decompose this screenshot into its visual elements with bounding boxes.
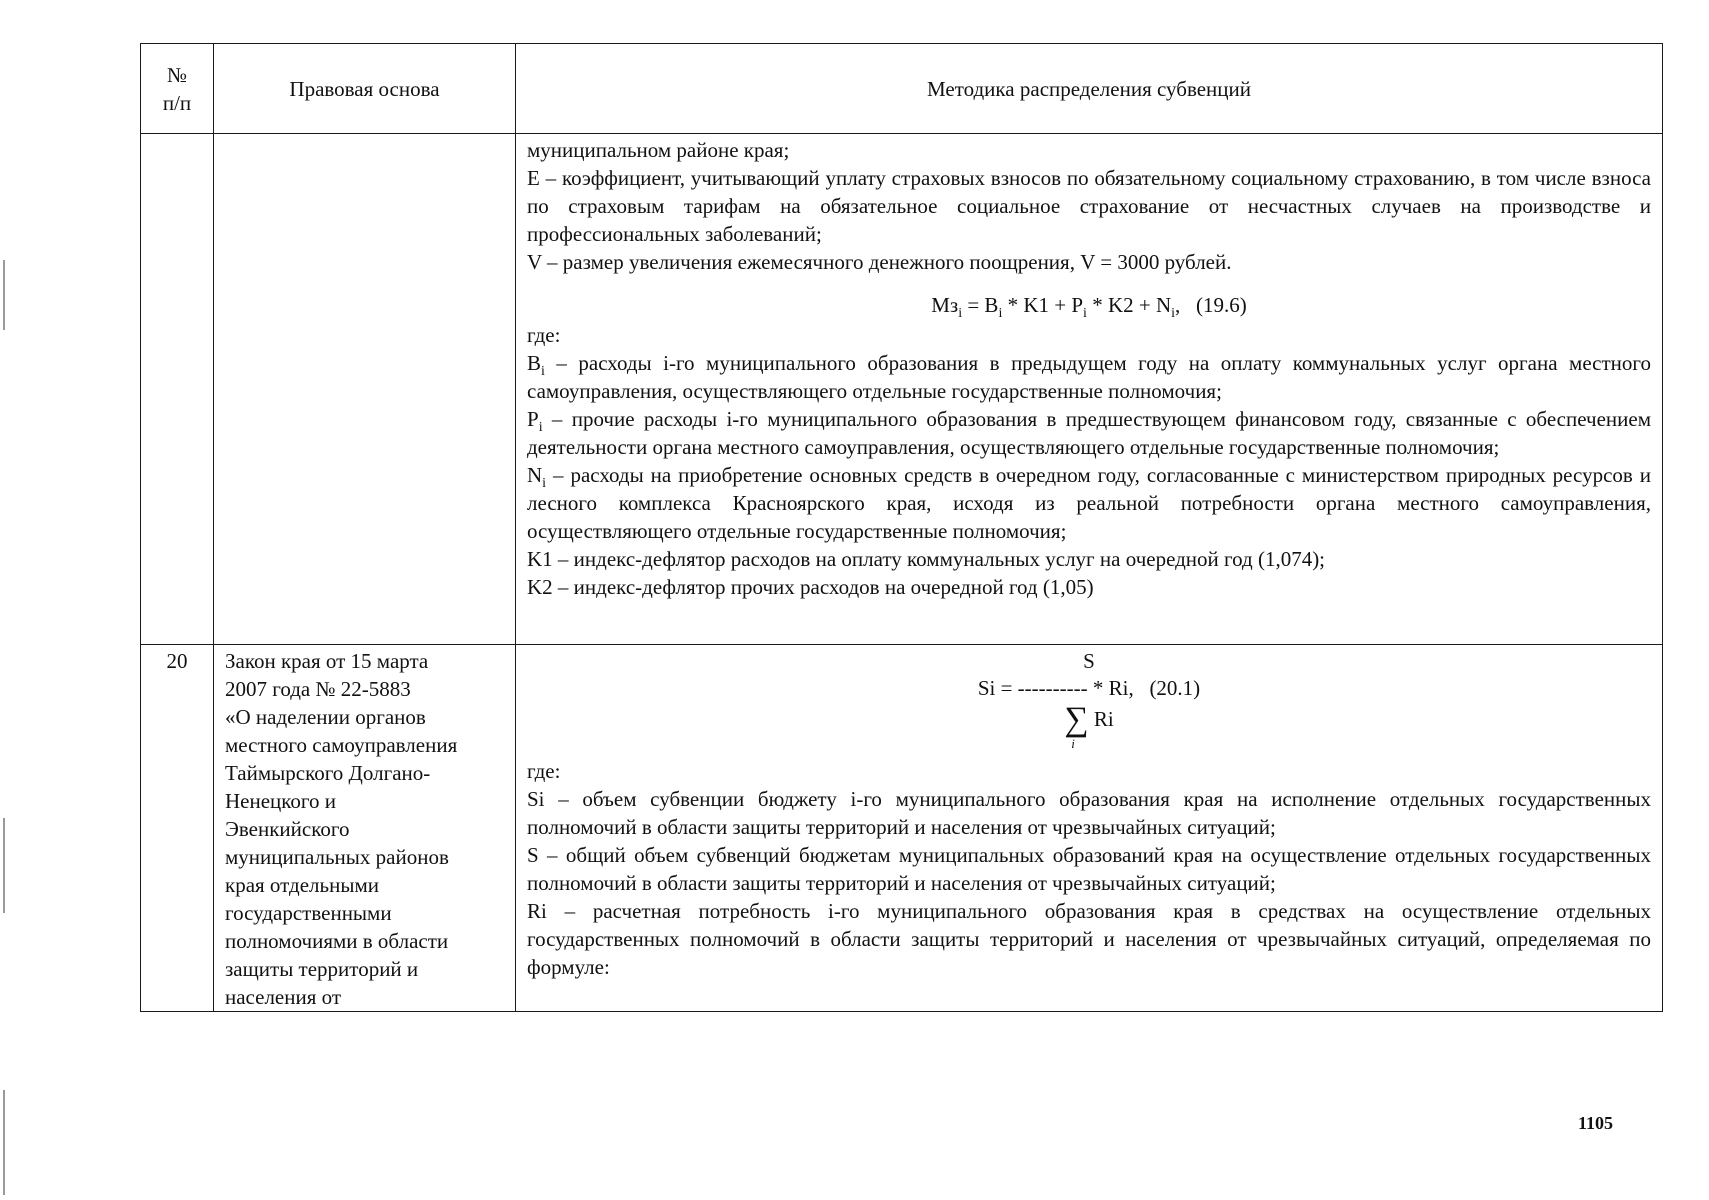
method-cell <box>516 134 1663 645</box>
header-legal-basis: Правовая основа <box>214 44 516 134</box>
method-cell <box>516 645 1663 1012</box>
sigma-index: i <box>1071 736 1075 751</box>
formula-19-6: $Мз_i = B_i * K1 + P_i * K2 + N_i$, (19.6) <box>931 293 1247 322</box>
paragraph: E – коэффициент, учитывающий уплату страховых взносов по обязательному социальному страхованию, в том числе взноса по страховым тарифам на обязательное социальное страхование от несчастных случаев на производстве и профессиональных заболеваний; <box>527 166 1651 246</box>
definition: $B_i$ – расходы i-го муниципального образования в предыдущем году на оплату коммунальных услуг органа местного самоуправления, осуществляющего отдельные государственные полномочия; <box>527 351 1651 403</box>
row-number-cell <box>141 134 214 645</box>
table-row <box>141 134 1663 645</box>
header-number: № п/п <box>141 44 214 134</box>
scan-artifact <box>3 260 5 330</box>
legal-basis-cell: Закон края от 15 марта 2007 года № 22-5883 «О наделении органов местного самоуправления Таймырского Долгано- Ненецкого и Эвенкийского муниципальных районов края отдельными государственными полномочиями в области защиты территорий и населения от <box>214 645 516 1012</box>
definition: S – общий объем субвенций бюджетам муниципальных образований края на осуществление отдельных государственных полномочий в области защиты территорий и населения от чрезвычайных ситуаций; <box>527 843 1651 895</box>
legal-basis-cell <box>214 134 516 645</box>
paragraph: муниципальном районе края; <box>527 138 790 162</box>
definition: $P_i$ – прочие расходы i-го муниципального образования в предшествующем финансовом году, связанные с обеспечением деятельности органа местного самоуправления, осуществляющего отдельные государственные полномочия; <box>527 407 1651 459</box>
table-header-row <box>141 44 1663 134</box>
where-label: где: <box>527 323 561 347</box>
row-number-cell: 20 <box>141 645 214 1012</box>
where-label: где: <box>527 759 561 783</box>
definition: K2 – индекс-дефлятор прочих расходов на очередной год (1,05) <box>527 575 1094 599</box>
scan-artifact <box>3 1090 5 1195</box>
table-row <box>141 645 1663 1012</box>
scan-artifact <box>3 818 5 913</box>
subvention-table <box>140 43 1663 1012</box>
sigma-symbol: ∑ <box>1064 701 1089 738</box>
page-number: 1105 <box>1578 1113 1614 1133</box>
formula-20-1: S Si = ---------- * Ri, (20.1) ∑ Ri i <box>527 647 1651 751</box>
definition: $N_i$ – расходы на приобретение основных средств в очередном году, согласованные с министерством природных ресурсов и лесного комплекса Красноярского края, исходя из реальной потребности органа местного самоуправления, осуществляющего отдельные государственные полномочия; <box>527 463 1651 543</box>
definition: K1 – индекс-дефлятор расходов на оплату коммунальных услуг на очередной год (1,074); <box>527 547 1326 571</box>
header-method: Методика распределения субвенций <box>516 44 1663 134</box>
definition: Si – объем субвенции бюджету i-го муниципального образования края на исполнение отдельных государственных полномочий в области защиты территорий и населения от чрезвычайных ситуаций; <box>527 787 1651 839</box>
definition: Ri – расчетная потребность i-го муниципального образования края в средствах на осуществление отдельных государственных полномочий в области защиты территорий и населения от чрезвычайных ситуаций, определяемая по формуле: <box>527 899 1651 979</box>
paragraph: V – размер увеличения ежемесячного денежного поощрения, V = 3000 рублей. <box>527 250 1232 274</box>
